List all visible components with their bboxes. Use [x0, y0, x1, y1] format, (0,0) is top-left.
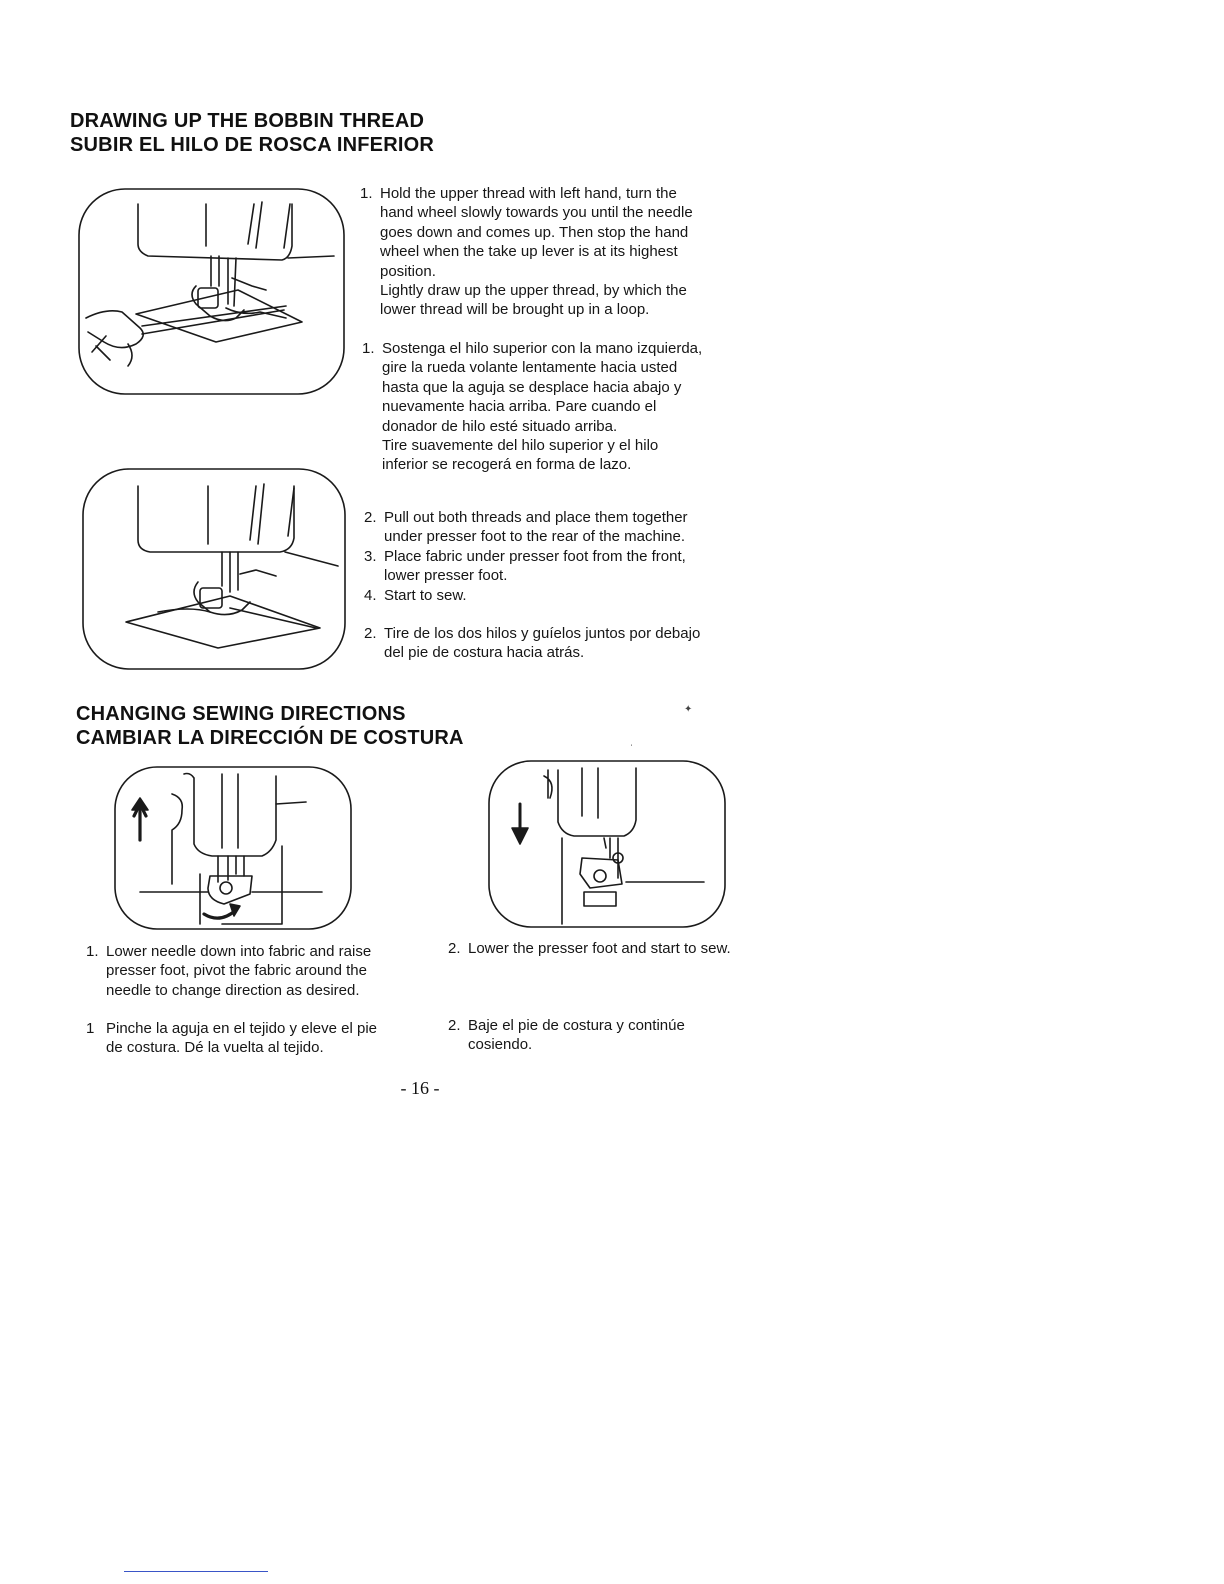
step-number: 1. [86, 943, 99, 960]
direction-step-1-spanish [86, 1019, 426, 1058]
step-text-line: Tire suavemente del hilo superior y el hilo [382, 437, 659, 455]
step-1-english [360, 184, 760, 320]
step-number: 1. [360, 185, 373, 202]
figure-lower-presser-foot-illustration [486, 758, 728, 930]
step-text-line: inferior se recogerá en forma de lazo. [382, 456, 632, 474]
figure-bobbin-thread-illustration [76, 186, 348, 398]
step-text-line: Lightly draw up the upper thread, by which the [380, 282, 687, 300]
step-1-spanish [362, 339, 772, 475]
section-title-directions [76, 702, 464, 750]
step-text-line: Hold the upper thread with left hand, turn the [380, 185, 677, 202]
step-text-line: lower thread will be brought up in a loop. [380, 301, 650, 319]
step-text-line: wheel when the take up lever is at its highest [380, 243, 678, 261]
step-text-line: gire la rueda volante lentamente hacia usted [382, 359, 678, 377]
step-text-line: lower presser foot. [384, 567, 508, 585]
step-text-line: del pie de costura hacia atrás. [384, 644, 585, 662]
step-number: 2. [364, 625, 377, 642]
step-number: 2. [448, 1017, 461, 1034]
scan-speck: ˌ [630, 736, 634, 747]
step-text-line: Pinche la aguja en el tejido y eleve el pie [106, 1020, 378, 1037]
steps-2-4-english [364, 508, 764, 605]
step-text-line: presser foot, pivot the fabric around the [106, 962, 367, 980]
step-text-line: goes down and comes up. Then stop the hand [380, 223, 689, 241]
step-number: 4. [364, 586, 377, 604]
step-number: 2. [364, 509, 377, 526]
step-text-line: Baje el pie de costura y continúe [468, 1017, 685, 1034]
step-text-line: position. [380, 262, 436, 280]
step-number: 1 [86, 1020, 95, 1037]
step-number: 3. [364, 547, 377, 565]
step-text-line: hasta que la aguja se desplace hacia abajo y [382, 378, 682, 396]
title-en: DRAWING UP THE BOBBIN THREAD [70, 110, 425, 132]
figure-pull-threads-illustration [80, 466, 348, 672]
step-2-spanish [364, 624, 774, 663]
step-text-line: cosiendo. [468, 1036, 533, 1054]
step-text-line: Place fabric under presser foot from the front, [384, 547, 686, 565]
step-text-line: Pull out both threads and place them together [384, 509, 688, 526]
direction-step-1-english [86, 942, 426, 1000]
title-es: SUBIR EL HILO DE ROSCA INFERIOR [70, 134, 435, 156]
step-text-line: Lower the presser foot and start to sew. [468, 940, 731, 957]
page-number: - 16 - [400, 1078, 440, 1098]
bottom-rule-line [124, 1571, 268, 1572]
step-text-line: nuevamente hacia arriba. Pare cuando el [382, 398, 657, 416]
section-title-bobbin [70, 109, 434, 157]
direction-step-2-english [448, 939, 788, 958]
step-text-line: Sostenga el hilo superior con la mano izquierda, [382, 340, 703, 357]
step-text-line: Lower needle down into fabric and raise [106, 943, 372, 960]
step-text-line: hand wheel slowly towards you until the needle [380, 204, 693, 222]
direction-step-2-spanish [448, 1016, 788, 1055]
step-text-line: under presser foot to the rear of the machine. [384, 528, 686, 546]
title-es: CAMBIAR LA DIRECCIÓN DE COSTURA [76, 727, 464, 749]
step-text-line: donador de hilo esté situado arriba. [382, 417, 618, 435]
title-en: CHANGING SEWING DIRECTIONS [76, 703, 406, 725]
step-text-line: needle to change direction as desired. [106, 981, 360, 999]
step-text-line: de costura. Dé la vuelta al tejido. [106, 1039, 324, 1057]
step-text-line: Start to sew. [384, 586, 467, 604]
step-text-line: Tire de los dos hilos y guíelos juntos por debajo [384, 625, 701, 642]
figure-pivot-fabric-illustration [112, 764, 354, 934]
step-number: 2. [448, 940, 461, 957]
scan-speck: ✦ [684, 704, 693, 715]
step-number: 1. [362, 340, 375, 357]
